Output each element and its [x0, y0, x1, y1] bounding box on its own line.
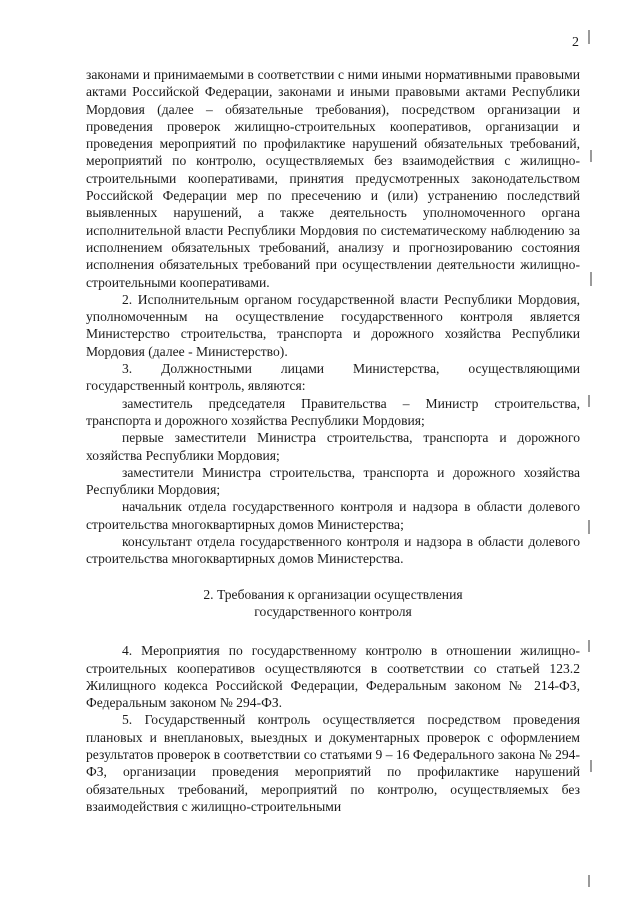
list-item-deputies: заместители Министра строительства, транспорта и дорожного хозяйства Республики Мордовия; — [86, 464, 580, 498]
scan-artifact — [588, 395, 590, 407]
paragraph-continuation: законами и принимаемыми в соответствии с ними иными нормативными правовыми актами Российской Федерации, законами и иными правовыми актами Республики Мордовия (далее – обязательные требования), посредством организации и проведения проверок жилищно-строительных кооперативов, организации и проведения мероприятий по профилактике нарушений обязательных требований, мероприятий по контролю, осуществляемых без взаимодействия с жилищно-строительными кооперативами, принятия предусмотренных законодательством Российской Федерации мер по пресечению и (или) устранению последствий выявленных нарушений, а также деятельность уполномоченного органа исполнительной власти Республики Мордовия по систематическому наблюдению за исполнением обязательных требований, анализу и прогнозированию состояния исполнения обязательных требований при осуществлении деятельности жилищно-строительными кооперативами. — [86, 67, 580, 290]
spacer — [86, 568, 580, 586]
list-item-deputy-chairman: заместитель председателя Правительства – Министр строительства, транспорта и дорожного хозяйства Республики Мордовия; — [86, 395, 580, 428]
scan-artifact — [590, 150, 592, 162]
scan-artifact — [588, 30, 590, 44]
list-item-first-deputies: первые заместители Министра строительства, транспорта и дорожного хозяйства Республики Мордовия; — [86, 430, 580, 463]
scan-artifact — [588, 640, 590, 652]
scan-artifact — [588, 520, 590, 534]
list-item-consultant: консультант отдела государственного контроля и надзора в области долевого строительства многоквартирных домов Министерства. — [86, 534, 580, 567]
scan-artifact — [588, 875, 590, 887]
paragraph-3: 3. Должностными лицами Министерства, осуществляющими государственный контроль, являются: — [86, 361, 580, 394]
section-heading — [86, 586, 580, 621]
scan-artifact — [590, 272, 592, 286]
section-heading-line-1: 2. Требования к организации осуществления — [203, 586, 463, 602]
spacer — [86, 620, 580, 642]
scan-artifact — [590, 760, 592, 772]
paragraph-2: 2. Исполнительным органом государственной власти Республики Мордовия, уполномоченным на осуществление государственного контроля является Министерство строительства, транспорта и дорожного хозяйства Республики Мордовия (далее - Министерство). — [86, 291, 580, 359]
page-number: 2 — [572, 35, 579, 50]
section-heading-line-2: государственного контроля — [254, 603, 412, 619]
document-body — [86, 66, 580, 815]
paragraph-5: 5. Государственный контроль осуществляется посредством проведения плановых и внеплановых, выездных и документарных проверок с оформлением результатов проверок в соответствии со статьями 9 – 16 Федерального закона № 294-ФЗ, организации проведения мероприятий по профилактике нарушений обязательных требований, мероприятий по контролю, осуществляемых без взаимодействия с жилищно-строительными — [86, 712, 580, 814]
paragraph-4: 4. Мероприятия по государственному контролю в отношении жилищно-строительных кооперативов осуществляются в соответствии со статьей 123.2 Жилищного кодекса Российской Федерации, Федеральным законом № 214-ФЗ, Федеральным законом № 294-ФЗ. — [86, 643, 580, 711]
list-item-department-head: начальник отдела государственного контроля и надзора в области долевого строительства многоквартирных домов Министерства; — [86, 499, 580, 532]
